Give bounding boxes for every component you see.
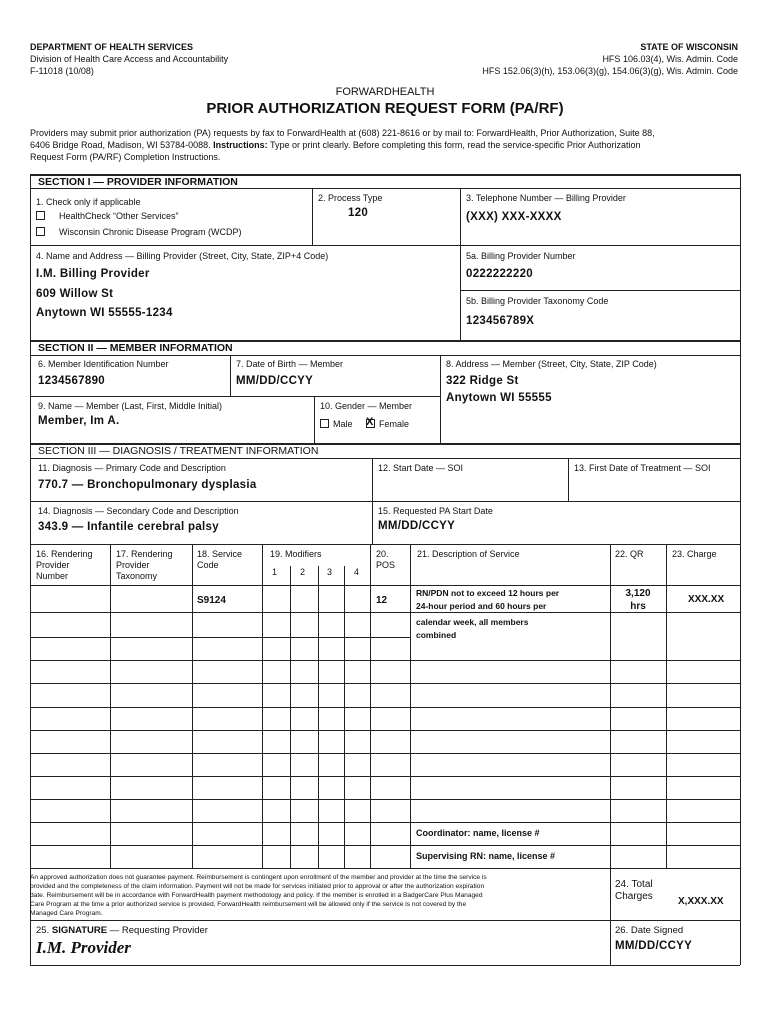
member-city[interactable]: Anytown WI 55555	[446, 392, 552, 404]
field-24-line-2: Charges	[615, 891, 653, 902]
field-1-label: 1. Check only if applicable	[36, 197, 141, 207]
col-17-line-2: Provider	[116, 560, 150, 570]
field-14-label: 14. Diagnosis — Secondary Code and Description	[38, 506, 239, 516]
supervising-rn-line[interactable]: Supervising RN: name, license #	[416, 851, 556, 861]
field-5b-label: 5b. Billing Provider Taxonomy Code	[466, 296, 609, 306]
field-24-label	[615, 879, 653, 903]
billing-provider-street[interactable]: 609 Willow St	[36, 288, 114, 300]
instructions-label: Instructions:	[213, 140, 268, 150]
male-checkbox[interactable]	[320, 419, 329, 428]
billing-provider-city[interactable]: Anytown WI 55555-1234	[36, 307, 173, 319]
col-17-header	[116, 549, 173, 582]
field-11-label: 11. Diagnosis — Primary Code and Description	[38, 463, 226, 473]
quantity-unit: hrs	[630, 601, 646, 612]
page-title: PRIOR AUTHORIZATION REQUEST FORM (PA/RF)	[206, 100, 564, 117]
col-23-header: 23. Charge	[672, 549, 717, 559]
service-desc-line-4: combined	[416, 630, 457, 640]
section-3-heading: SECTION III — DIAGNOSIS / TREATMENT INFORMATION	[38, 445, 319, 457]
field-25-suffix: — Requesting Provider	[107, 925, 208, 936]
col-16-line-1: 16. Rendering	[36, 549, 93, 559]
intro-line-2a: 6406 Bridge Road, Madison, WI 53784-0088.	[30, 140, 214, 150]
intro-line-2	[30, 139, 745, 151]
service-desc-line-2: 24-hour period and 60 hours per	[416, 601, 547, 611]
section-1-heading: SECTION I — PROVIDER INFORMATION	[38, 176, 238, 188]
member-street[interactable]: 322 Ridge St	[446, 375, 519, 387]
form-id: F-11018 (10/08)	[30, 66, 94, 76]
service-code-value[interactable]: S9124	[197, 595, 226, 606]
provider-signature[interactable]: I.M. Provider	[36, 938, 131, 957]
department-name: DEPARTMENT OF HEALTH SERVICES	[30, 42, 194, 52]
field-24-line-1: 24. Total	[615, 879, 653, 890]
col-19-header: 19. Modifiers	[270, 549, 322, 559]
col-20-line-1: 20.	[376, 549, 389, 559]
male-label: Male	[333, 419, 353, 429]
division-name: Division of Health Care Access and Accountability	[30, 54, 229, 64]
col-21-header: 21. Description of Service	[417, 549, 520, 559]
healthcheck-checkbox[interactable]	[36, 211, 45, 220]
gender-female-option[interactable]	[366, 416, 410, 430]
col-17-line-3: Taxonomy	[116, 571, 158, 581]
field-3-label: 3. Telephone Number — Billing Provider	[466, 193, 626, 203]
disclaimer-line-1: An approved authorization does not guarantee payment. Reimbursement is contingent upon enrollment of the member and provider at the time the service is	[30, 874, 487, 881]
col-16-line-3: Number	[36, 571, 69, 581]
process-type-value[interactable]: 120	[348, 207, 369, 219]
requested-start-date-value[interactable]: MM/DD/CCYY	[378, 520, 456, 532]
coordinator-line[interactable]: Coordinator: name, license #	[416, 828, 540, 838]
female-checkbox[interactable]	[366, 416, 375, 428]
admin-code-1: HFS 106.03(4), Wis. Admin. Code	[602, 54, 738, 64]
section-2-heading: SECTION II — MEMBER INFORMATION	[38, 342, 233, 354]
female-label: Female	[379, 419, 410, 429]
disclaimer-text	[30, 873, 608, 918]
disclaimer-line-3: date. Reimbursement will be in accordance with ForwardHealth payment methodology and policy. If the member is enrolled in a BadgerCare Plus Managed	[30, 892, 483, 899]
service-desc-line-1: RN/PDN not to exceed 12 hours per	[416, 588, 560, 598]
wcdp-option-label: Wisconsin Chronic Disease Program (WCDP)	[59, 227, 242, 237]
field-26-label: 26. Date Signed	[615, 925, 684, 936]
field-10-label: 10. Gender — Member	[320, 401, 413, 411]
member-dob-value[interactable]: MM/DD/CCYY	[236, 375, 314, 387]
col-18-line-2: Code	[197, 560, 219, 570]
intro-text	[30, 127, 745, 163]
billing-provider-name[interactable]: I.M. Billing Provider	[36, 268, 150, 280]
col-20-line-2: POS	[376, 560, 396, 570]
healthcheck-option-label: HealthCheck “Other Services”	[59, 211, 179, 221]
field-7-label: 7. Date of Birth — Member	[236, 359, 344, 369]
col-17-line-1: 17. Rendering	[116, 549, 173, 559]
field-4-label: 4. Name and Address — Billing Provider (Street, City, State, ZIP+4 Code)	[36, 251, 329, 261]
quantity-number: 3,120	[625, 588, 651, 599]
disclaimer-line-2: provided and the completeness of the claim information. Payment will not be made for services initiated prior to approval or after the authorization expiration	[30, 883, 485, 890]
col-16-header	[36, 549, 93, 582]
telephone-value[interactable]: (XXX) XXX-XXXX	[466, 211, 562, 223]
field-2-label: 2. Process Type	[318, 193, 383, 203]
disclaimer-line-5: Managed Care Program.	[30, 910, 103, 917]
service-desc-line-3: calendar week, all members	[416, 617, 529, 627]
healthcheck-option[interactable]	[36, 211, 179, 222]
field-25-label	[36, 925, 208, 937]
field-25-prefix: 25.	[36, 925, 52, 936]
col-16-line-2: Provider	[36, 560, 70, 570]
taxonomy-code-value[interactable]: 123456789X	[466, 315, 535, 327]
intro-line-3: Request Form (PA/RF) Completion Instructions.	[30, 152, 221, 162]
col-18-line-1: 18. Service	[197, 549, 243, 559]
field-12-label: 12. Start Date — SOI	[378, 463, 464, 473]
charge-value[interactable]: XXX.XX	[688, 594, 725, 605]
field-9-label: 9. Name — Member (Last, First, Middle Initial)	[38, 401, 223, 411]
disclaimer-line-4: Care Program at the time a prior authorized service is provided, ForwardHealth reimbursement will be allowed only if the service is not covered by the	[30, 901, 467, 908]
field-5a-label: 5a. Billing Provider Number	[466, 251, 576, 261]
member-name-value[interactable]: Member, Im A.	[38, 415, 120, 427]
wcdp-option[interactable]	[36, 227, 242, 238]
modifier-1-header: 1	[272, 567, 278, 577]
field-8-label: 8. Address — Member (Street, City, State, ZIP Code)	[446, 359, 657, 369]
field-13-label: 13. First Date of Treatment — SOI	[574, 463, 711, 473]
female-check-mark: X	[366, 416, 374, 428]
field-15-label: 15. Requested PA Start Date	[378, 506, 493, 516]
signature-label: SIGNATURE	[51, 925, 108, 936]
state-name: STATE OF WISCONSIN	[640, 42, 738, 52]
col-22-header: 22. QR	[615, 549, 644, 559]
billing-provider-number[interactable]: 0222222220	[466, 268, 533, 280]
date-signed-value[interactable]: MM/DD/CCYY	[615, 940, 693, 952]
col-20-header	[376, 549, 395, 571]
field-6-label: 6. Member Identification Number	[38, 359, 169, 369]
program-name: FORWARDHEALTH	[335, 86, 435, 98]
pos-value[interactable]: 12	[376, 595, 388, 606]
modifier-4-header: 4	[354, 567, 360, 577]
modifier-2-header: 2	[300, 567, 306, 577]
col-18-header	[197, 549, 242, 571]
secondary-diagnosis-value[interactable]: 343.9 — Infantile cerebral palsy	[38, 521, 219, 533]
modifier-3-header: 3	[327, 567, 333, 577]
member-id-value[interactable]: 1234567890	[38, 375, 105, 387]
intro-line-2c: Type or print clearly. Before completing this form, read the service-specific Prior Authorization	[267, 140, 641, 150]
gender-male-option[interactable]	[320, 419, 353, 430]
wcdp-checkbox[interactable]	[36, 227, 45, 236]
admin-code-2: HFS 152.06(3)(h), 153.06(3)(g), 154.06(3)(g), Wis. Admin. Code	[482, 66, 738, 76]
service-description[interactable]	[416, 587, 559, 642]
quantity-value[interactable]	[610, 587, 666, 613]
primary-diagnosis-value[interactable]: 770.7 — Bronchopulmonary dysplasia	[38, 479, 257, 491]
total-charges-value[interactable]: X,XXX.XX	[678, 896, 724, 907]
intro-line-1: Providers may submit prior authorization (PA) requests by fax to ForwardHealth at (608) 221-8616 or by mail to: ForwardHealth, Prior Authorization, Suite 88,	[30, 128, 655, 138]
